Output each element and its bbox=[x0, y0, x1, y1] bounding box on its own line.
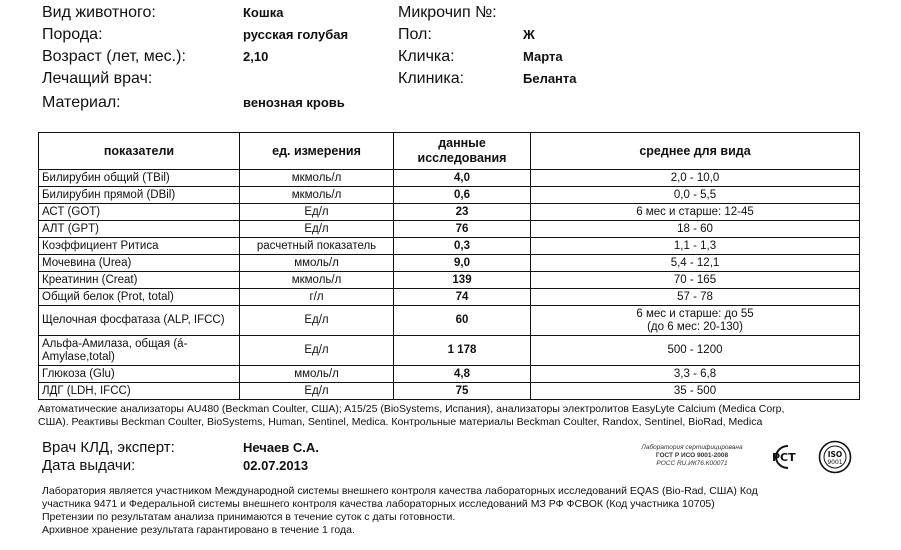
breed-label: Порода: bbox=[42, 26, 103, 43]
result-cell: 0,3 bbox=[394, 238, 531, 255]
unit-cell: Ед/л bbox=[240, 221, 394, 238]
unit-cell: мкмоль/л bbox=[240, 187, 394, 204]
microchip-label: Микрочип №: bbox=[398, 4, 497, 21]
issue-date-value: 02.07.2013 bbox=[243, 458, 309, 473]
iso-mark bbox=[818, 440, 852, 474]
clinic-label: Клиника: bbox=[398, 70, 465, 87]
result-cell: 4,8 bbox=[394, 366, 531, 383]
species-label: Вид животного: bbox=[42, 4, 156, 21]
table-row bbox=[39, 238, 860, 255]
unit-cell: мкмоль/л bbox=[240, 170, 394, 187]
expert-value: Нечаев С.А. bbox=[243, 440, 319, 455]
table-row bbox=[39, 187, 860, 204]
table-row bbox=[39, 366, 860, 383]
doctor-label: Лечащий врач: bbox=[42, 70, 153, 87]
unit-cell: ммоль/л bbox=[240, 366, 394, 383]
reference-line: (до 6 мес: 20-130) bbox=[647, 320, 743, 333]
unit-cell: мкмоль/л bbox=[240, 272, 394, 289]
result-cell: 0,6 bbox=[394, 187, 531, 204]
lab-note-line: Претензии по результатам анализа принимаются в течение суток с даты готовности. bbox=[42, 511, 456, 523]
sex-label: Пол: bbox=[398, 26, 432, 43]
result-cell: 4,0 bbox=[394, 170, 531, 187]
result-cell: 75 bbox=[394, 383, 531, 400]
cert-line: Лаборатория сертифицирована bbox=[641, 444, 743, 451]
material-value: венозная кровь bbox=[243, 95, 345, 110]
reference-cell: 6 мес и старше: 12-45 bbox=[531, 204, 860, 221]
pet-name-value: Марта bbox=[523, 49, 563, 64]
table-row bbox=[39, 336, 860, 366]
cert-line: РОСС RU.ИК76.К00071 bbox=[656, 460, 728, 467]
species-value: Кошка bbox=[243, 5, 284, 20]
result-cell: 76 bbox=[394, 221, 531, 238]
result-cell: 60 bbox=[394, 306, 531, 336]
result-cell: 139 bbox=[394, 272, 531, 289]
table-row bbox=[39, 383, 860, 400]
param-cell: Альфа-Амилаза, общая (á-Amylase,total) bbox=[39, 336, 240, 366]
param-cell: Коэффициент Ритиса bbox=[39, 238, 240, 255]
rst-mark bbox=[768, 442, 804, 472]
material-label: Материал: bbox=[42, 94, 121, 111]
table-row bbox=[39, 204, 860, 221]
lab-note-line: Лаборатория является участником Международной системы внешнего контроля качества лабораторных исследований EQAS (Bio-Rad, США) Код bbox=[42, 485, 758, 497]
reference-cell: 57 - 78 bbox=[531, 289, 860, 306]
param-cell: Креатинин (Creat) bbox=[39, 272, 240, 289]
results-table bbox=[38, 132, 860, 400]
param-cell: Билирубин общий (TBil) bbox=[39, 170, 240, 187]
analyzers-note-line: Автоматические анализаторы AU480 (Beckman Coulter, США); A15/25 (BioSystems, Испания), анализаторы электролитов EasyLyte Calcium (Medica Corp, bbox=[38, 403, 785, 415]
param-cell: Мочевина (Urea) bbox=[39, 255, 240, 272]
sex-value: Ж bbox=[523, 27, 535, 42]
rst-mark-icon bbox=[768, 442, 804, 472]
table-row bbox=[39, 289, 860, 306]
reference-cell: 5,4 - 12,1 bbox=[531, 255, 860, 272]
param-cell: ЛДГ (LDH, IFCC) bbox=[39, 383, 240, 400]
unit-cell: Ед/л bbox=[240, 383, 394, 400]
iso-mark-bottom: 9001 bbox=[827, 459, 843, 466]
col-header-result: данные исследования bbox=[394, 133, 531, 170]
lab-note-line: Архивное хранение результата гарантировано в течение 1 года. bbox=[42, 524, 355, 536]
param-cell: Глюкоза (Glu) bbox=[39, 366, 240, 383]
clinic-value: Беланта bbox=[523, 71, 577, 86]
unit-cell: Ед/л bbox=[240, 306, 394, 336]
issue-date-label: Дата выдачи: bbox=[42, 457, 136, 474]
unit-cell: Ед/л bbox=[240, 204, 394, 221]
table-row bbox=[39, 255, 860, 272]
unit-cell: Ед/л bbox=[240, 336, 394, 366]
col-header-reference: среднее для вида bbox=[531, 133, 860, 170]
unit-cell: расчетный показатель bbox=[240, 238, 394, 255]
table-row bbox=[39, 221, 860, 238]
table-header-row bbox=[39, 133, 860, 170]
reference-cell: 18 - 60 bbox=[531, 221, 860, 238]
result-cell: 23 bbox=[394, 204, 531, 221]
param-cell: Щелочная фосфатаза (ALP, IFCC) bbox=[39, 306, 240, 336]
reference-cell: 70 - 165 bbox=[531, 272, 860, 289]
reference-cell: 1,1 - 1,3 bbox=[531, 238, 860, 255]
param-cell: АСТ (GOT) bbox=[39, 204, 240, 221]
breed-value: русская голубая bbox=[243, 27, 349, 42]
param-cell: Общий белок (Prot, total) bbox=[39, 289, 240, 306]
lab-note-line: участника 9471 и Федеральной системы внешнего контроля качества лабораторных исследований МЗ РФ ФСВОК (Код участника 10705) bbox=[42, 498, 715, 510]
cert-line: ГОСТ Р ИСО 9001-2008 bbox=[655, 452, 729, 459]
table-row bbox=[39, 306, 860, 336]
unit-cell: ммоль/л bbox=[240, 255, 394, 272]
table-row bbox=[39, 272, 860, 289]
expert-label: Врач КЛД, эксперт: bbox=[42, 439, 175, 456]
param-cell: Билирубин прямой (DBil) bbox=[39, 187, 240, 204]
reference-cell: 3,3 - 6,8 bbox=[531, 366, 860, 383]
rst-mark-text: РСТ bbox=[772, 451, 796, 464]
reference-cell bbox=[531, 306, 860, 336]
col-header-parameter: показатели bbox=[39, 133, 240, 170]
reference-cell: 0,0 - 5,5 bbox=[531, 187, 860, 204]
table-row bbox=[39, 170, 860, 187]
analyzers-note-line: США). Реактивы Beckman Coulter, BioSystems, Human, Sentinel, Medica. Контрольные материалы Beckman Coulter, Randox, Sentinel, BioRad, Medica bbox=[38, 416, 763, 428]
result-cell: 74 bbox=[394, 289, 531, 306]
reference-cell: 2,0 - 10,0 bbox=[531, 170, 860, 187]
reference-line: 6 мес и старше: до 55 bbox=[636, 307, 754, 320]
iso-9001-icon bbox=[818, 440, 852, 474]
param-cell: АЛТ (GPT) bbox=[39, 221, 240, 238]
reference-cell: 35 - 500 bbox=[531, 383, 860, 400]
reference-cell: 500 - 1200 bbox=[531, 336, 860, 366]
age-value: 2,10 bbox=[243, 49, 269, 64]
col-header-unit: ед. измерения bbox=[240, 133, 394, 170]
pet-name-label: Кличка: bbox=[398, 48, 455, 65]
iso-mark-top: ISO bbox=[827, 450, 843, 459]
result-cell: 1 178 bbox=[394, 336, 531, 366]
unit-cell: г/л bbox=[240, 289, 394, 306]
certification-text bbox=[622, 444, 762, 468]
age-label: Возраст (лет, мес.): bbox=[42, 48, 186, 65]
result-cell: 9,0 bbox=[394, 255, 531, 272]
